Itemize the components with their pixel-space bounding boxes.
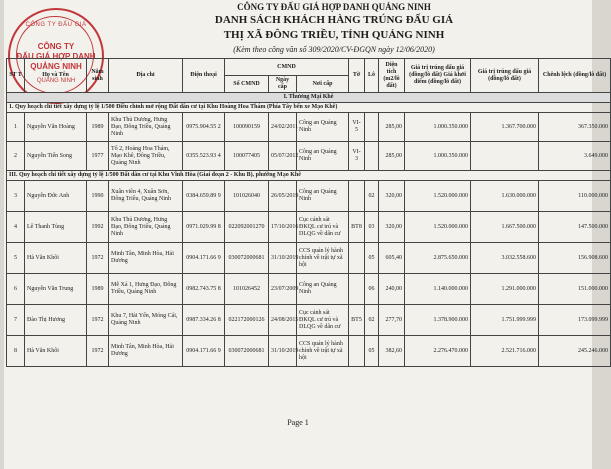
cell-phone: 0987.334.26 8 [183,305,225,336]
cell-lot [365,113,379,142]
col-start-price: Giá trị trúng đấu giá (đồng/lô đất) Giá khởi điểm (đồng/lô đất) [405,59,471,93]
cell-to: BT5 [349,305,365,336]
cell-phone: 0904.171.66 9 [183,336,225,367]
col-cmnd-place: Nơi cấp [297,76,349,93]
cell-area: 605,40 [379,243,405,274]
cell-phone: 0971.029.99 8 [183,212,225,243]
cell-cmnd-date: 23/07/2009 [269,274,297,305]
document-title: DANH SÁCH KHÁCH HÀNG TRÚNG ĐẤU GIÁ [214,14,454,26]
cell-diff: 147.500.000 [539,212,611,243]
cell-lot: 06 [365,274,379,305]
cell-name: Nguyễn Văn Hoàng [25,113,87,142]
table-row [7,336,611,367]
cell-cmnd-date: 26/05/2019 [269,181,297,212]
cell-name: Đào Thị Hương [25,305,87,336]
seal-bottom-text: QUẢNG NINH [36,78,76,84]
cell-name: Nguyễn Đức Anh [25,181,87,212]
cell-stt: 2 [7,142,25,171]
cell-cmnd-date: 31/10/2019 [269,243,297,274]
cell-address: Xuân viên 4, Xuân Sơn, Đông Triều, Quảng Ninh [109,181,183,212]
cell-stt: 6 [7,274,25,305]
cell-cmnd-no: 100077405 [225,142,269,171]
cell-address: Minh Tân, Minh Hòa, Hải Dương [109,336,183,367]
cell-area: 277,70 [379,305,405,336]
col-address: Địa chỉ [109,59,183,93]
col-area: Diện tích (m2/lô đất) [379,59,405,93]
col-to: Tờ [349,59,365,93]
section-row: 1. Quy hoạch chi tiết xây dựng tỷ lệ 1/500 Điều chỉnh mở rộng Đất dân cư tại Khu Hoàng Hoa Thám (Phía Tây bến xe Mạo Khê) [7,103,611,113]
cell-diff: 151.000.000 [539,274,611,305]
table-row [7,181,611,212]
section-row: I. Thương Mại Khê [7,93,611,103]
cell-birth: 1989 [87,113,109,142]
cell-to: VI-5 [349,113,365,142]
cell-cmnd-no: 022172000126 [225,305,269,336]
col-name: Họ và Tên [25,59,87,93]
cell-win: 3.032.558.600 [471,243,539,274]
seal-center-text: CÔNG TY ĐẤU GIÁ HỢP DANH QUẢNG NINH [16,42,96,71]
cell-stt: 5 [7,243,25,274]
cell-to [349,181,365,212]
cell-cmnd-no: 030072000681 [225,336,269,367]
cell-cmnd-place: Công an Quảng Ninh [297,181,349,212]
cell-cmnd-place: Công an Quảng Ninh [297,142,349,171]
cell-stt: 7 [7,305,25,336]
cell-start: 1.000.350.000 [405,113,471,142]
cell-area: 320,00 [379,181,405,212]
cell-area: 382,60 [379,336,405,367]
seal-top-text: CÔNG TY ĐẤU GIÁ [25,22,87,28]
page-number: Page 1 [287,418,309,427]
cell-cmnd-no: 101026452 [225,274,269,305]
section-row: III. Quy hoạch chi tiết xây dựng tỷ lệ 1/500 Đất dân cư tại Khu Vĩnh Hòa (Giai đoạn 2 - Khu B), phường Mạo Khê [7,171,611,181]
cell-cmnd-no: 100090159 [225,113,269,142]
cell-phone: 0982.743.75 8 [183,274,225,305]
cell-diff: 245.246.000 [539,336,611,367]
col-cmnd: CMND [225,59,349,76]
table-row [7,305,611,336]
cell-to: VI-3 [349,142,365,171]
table-header-row [7,59,611,76]
cell-birth: 1989 [87,274,109,305]
col-cmnd-date: Ngày cấp [269,76,297,93]
cell-diff: 367.350.000 [539,113,611,142]
cell-lot: 02 [365,181,379,212]
cell-cmnd-date: 24/08/2015 [269,305,297,336]
cell-cmnd-no: 022092001270 [225,212,269,243]
cell-address: Khu Thủ Dương, Hưng Đạo, Đông Triều, Quảng Ninh [109,113,183,142]
cell-cmnd-date: 31/10/2019 [269,336,297,367]
document-page [4,0,608,469]
col-diff: Chênh lệch (đồng/lô đất) [539,59,611,93]
cell-win: 1.667.500.000 [471,212,539,243]
cell-cmnd-place: CCS quản lý hành chính về trật tự xã hội [297,243,349,274]
cell-to [349,243,365,274]
cell-lot: 03 [365,212,379,243]
cell-address: Khu 7, Hải Yến, Móng Cái, Quảng Ninh [109,305,183,336]
cell-birth: 1972 [87,336,109,367]
table-row [7,212,611,243]
cell-start: 2.875.650.000 [405,243,471,274]
cell-name: Hà Văn Khôi [25,336,87,367]
cell-stt: 1 [7,113,25,142]
cell-win: 1.630.000.000 [471,181,539,212]
cell-phone: 0904.171.66 9 [183,243,225,274]
cell-win: 1.751.999.999 [471,305,539,336]
cell-birth: 1992 [87,212,109,243]
document-note: (Kèm theo công văn số 309/2020/CV-ĐGQN ngày 12/06/2020) [233,45,435,54]
cell-win: 1.367.700.000 [471,113,539,142]
cell-address: Tổ 2, Hoàng Hoa Thám, Mạo Khê, Đông Triều, Quảng Ninh [109,142,183,171]
table-row [7,142,611,171]
cell-name: Lê Thanh Tùng [25,212,87,243]
table-row [7,274,611,305]
cell-cmnd-date: 24/02/2011 [269,113,297,142]
cell-start: 1.378.900.000 [405,305,471,336]
cell-diff: 156.908.600 [539,243,611,274]
cell-lot: 05 [365,336,379,367]
cell-lot: 05 [365,243,379,274]
cell-name: Nguyễn Tiến Song [25,142,87,171]
cell-start: 1.520.000.000 [405,181,471,212]
col-cmnd-no: Số CMND [225,76,269,93]
cell-start: 2.276.470.000 [405,336,471,367]
cell-area: 240,00 [379,274,405,305]
cell-birth: 1972 [87,305,109,336]
col-win-price: Giá trị trúng đấu giá (đồng/lô đất) [471,59,539,93]
cell-cmnd-no: 101026040 [225,181,269,212]
cell-win: 1.291.000.000 [471,274,539,305]
cell-address: Mễ Xá 1, Hưng Đạo, Đông Triều, Quảng Ninh [109,274,183,305]
cell-to [349,336,365,367]
cell-diff: 110.000.000 [539,181,611,212]
cell-diff: 3.649.000 [539,142,611,171]
cell-cmnd-place: Cục cảnh sát ĐKQL cư trú và DLQG về dân cư [297,305,349,336]
cell-area: 285,00 [379,142,405,171]
cell-start: 1.140.000.000 [405,274,471,305]
cell-win [471,142,539,171]
col-lot: Lô [365,59,379,93]
cell-phone: 0384.659.89 9 [183,181,225,212]
cell-cmnd-date: 17/10/2016 [269,212,297,243]
cell-diff: 173.099.999 [539,305,611,336]
cell-cmnd-place: Cục cảnh sát ĐKQL cư trú và DLQG về dân cư [297,212,349,243]
cell-name: Nguyễn Văn Trung [25,274,87,305]
cell-stt: 4 [7,212,25,243]
cell-area: 320,00 [379,212,405,243]
cell-phone: 0975.904.55 2 [183,113,225,142]
winners-table [6,58,611,367]
cell-cmnd-place: Công an Quảng Ninh [297,113,349,142]
cell-win: 2.521.716.000 [471,336,539,367]
cell-to [349,274,365,305]
table-row [7,113,611,142]
cell-cmnd-place: CCS quản lý hành chính về trật tự xã hội [297,336,349,367]
table-row [7,243,611,274]
cell-birth: 1990 [87,181,109,212]
cell-stt: 3 [7,181,25,212]
cell-phone: 0355.523.93 4 [183,142,225,171]
company-name: CÔNG TY ĐẤU GIÁ HỢP DANH QUẢNG NINH [237,2,431,12]
cell-address: Khu Thủ Dương, Hưng Đạo, Đông Triều, Quảng Ninh [109,212,183,243]
cell-address: Minh Tân, Minh Hòa, Hải Dương [109,243,183,274]
cell-cmnd-place: Công an Quảng Ninh [297,274,349,305]
cell-lot: 02 [365,305,379,336]
cell-start: 1.520.000.000 [405,212,471,243]
cell-birth: 1977 [87,142,109,171]
document-subtitle: THỊ XÃ ĐÔNG TRIỀU, TỈNH QUẢNG NINH [223,29,445,41]
cell-start: 1.000.350.000 [405,142,471,171]
cell-cmnd-date: 05/07/2012 [269,142,297,171]
col-phone: Điện thoại [183,59,225,93]
cell-name: Hà Văn Khôi [25,243,87,274]
cell-stt: 8 [7,336,25,367]
cell-birth: 1972 [87,243,109,274]
cell-lot [365,142,379,171]
cell-cmnd-no: 030072000681 [225,243,269,274]
cell-area: 285,00 [379,113,405,142]
col-stt: ST T [7,59,25,93]
col-birth: Năm sinh [87,59,109,93]
cell-to: BT8 [349,212,365,243]
